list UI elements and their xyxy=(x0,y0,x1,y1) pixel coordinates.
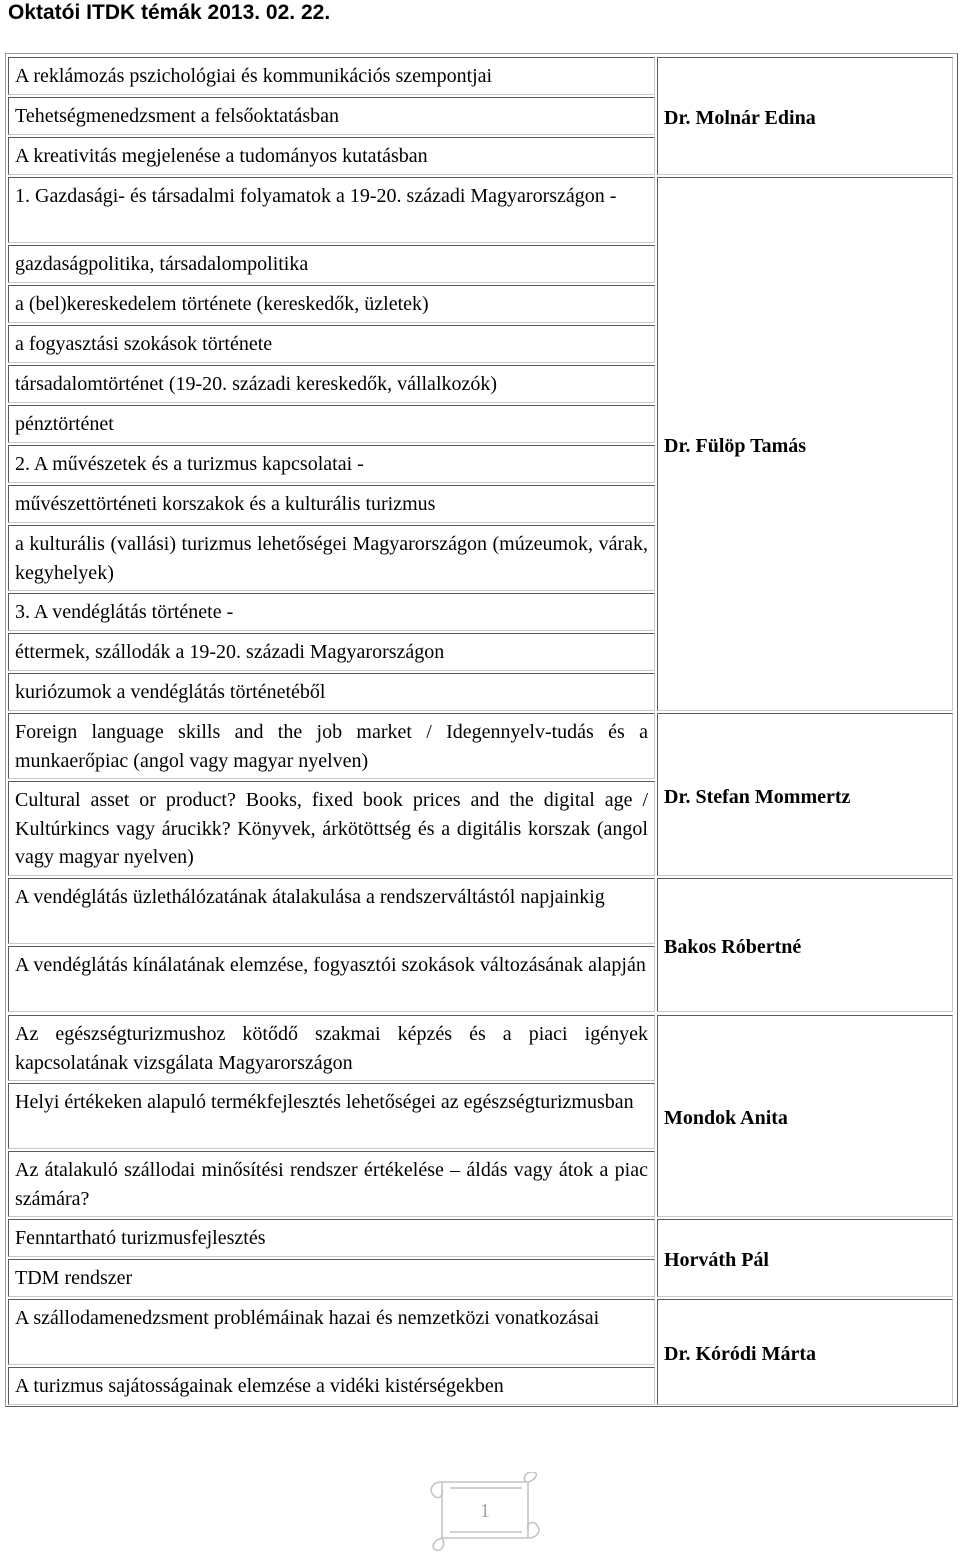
supervisor-name: Dr. Fülöp Tamás xyxy=(664,435,807,457)
topic-cell: a (bel)kereskedelem története (kereskedők, üzletek) xyxy=(8,285,655,323)
topic-cell: A vendéglátás üzlethálózatának átalakulása a rendszerváltástól napjainkig xyxy=(8,878,655,944)
topic-cell: kuriózumok a vendéglátás történetéből xyxy=(8,673,655,711)
topic-cell: Foreign language skills and the job market / Idegennyelv-tudás és a munkaerőpiac (angol vagy magyar nyelven) xyxy=(8,713,655,779)
topic-cell: pénztörténet xyxy=(8,405,655,443)
supervisor-name: Mondok Anita xyxy=(664,1107,788,1129)
topic-cell: A szállodamenedzsment problémáinak hazai és nemzetközi vonatkozásai xyxy=(8,1299,655,1365)
topic-cell: éttermek, szállodák a 19-20. századi Magyarországon xyxy=(8,633,655,671)
topic-cell: Az egészségturizmushoz kötődő szakmai képzés és a piaci igények kapcsolatának vizsgálata Magyarországon xyxy=(8,1015,655,1081)
topic-cell: 2. A művészetek és a turizmus kapcsolatai - xyxy=(8,445,655,483)
page-title: Oktatói ITDK témák 2013. 02. 22. xyxy=(8,1,331,24)
supervisor-name: Dr. Molnár Edina xyxy=(664,107,816,129)
supervisor-name: Bakos Róbertné xyxy=(664,936,802,958)
page-number-badge xyxy=(422,1472,548,1552)
topic-cell: A reklámozás pszichológiai és kommunikációs szempontjai xyxy=(8,57,655,95)
topic-cell: Cultural asset or product? Books, fixed book prices and the digital age / Kultúrkincs vagy árucikk? Könyvek, árkötöttség és a digitális korszak (angol vagy magyar nyelven) xyxy=(8,781,655,876)
topic-cell: társadalomtörténet (19-20. századi kereskedők, vállalkozók) xyxy=(8,365,655,403)
supervisor-cell xyxy=(657,177,953,711)
topic-cell: Tehetségmenedzsment a felsőoktatásban xyxy=(8,97,655,135)
supervisor-name: Horváth Pál xyxy=(664,1249,769,1271)
topic-cell: A kreativitás megjelenése a tudományos kutatásban xyxy=(8,137,655,175)
page-number: 1 xyxy=(480,1500,490,1522)
topic-cell: TDM rendszer xyxy=(8,1259,655,1297)
supervisor-cell xyxy=(657,713,953,876)
topic-cell: Az átalakuló szállodai minősítési rendszer értékelése – áldás vagy átok a piac számára? xyxy=(8,1151,655,1217)
topic-cell: 3. A vendéglátás története - xyxy=(8,593,655,631)
topic-cell: a fogyasztási szokások története xyxy=(8,325,655,363)
supervisor-name: Dr. Kóródi Márta xyxy=(664,1343,817,1365)
supervisor-cell xyxy=(657,57,953,175)
supervisor-cell xyxy=(657,1299,953,1405)
topic-cell: a kulturális (vallási) turizmus lehetőségei Magyarországon (múzeumok, várak, kegyhelyek) xyxy=(8,525,655,591)
topic-cell: gazdaságpolitika, társadalompolitika xyxy=(8,245,655,283)
supervisor-name: Dr. Stefan Mommertz xyxy=(664,785,851,808)
topic-cell: A vendéglátás kínálatának elemzése, fogyasztói szokások változásának alapján xyxy=(8,946,655,1012)
topic-cell: 1. Gazdasági- és társadalmi folyamatok a 19-20. századi Magyarországon - xyxy=(8,177,655,243)
supervisor-cell xyxy=(657,878,953,1012)
topic-cell: A turizmus sajátosságainak elemzése a vidéki kistérségekben xyxy=(8,1367,655,1405)
topic-cell: Helyi értékeken alapuló termékfejlesztés lehetőségei az egészségturizmusban xyxy=(8,1083,655,1149)
topic-cell: művészettörténeti korszakok és a kulturális turizmus xyxy=(8,485,655,523)
topic-cell: Fenntartható turizmusfejlesztés xyxy=(8,1219,655,1257)
supervisor-cell xyxy=(657,1219,953,1297)
supervisor-cell xyxy=(657,1015,953,1217)
